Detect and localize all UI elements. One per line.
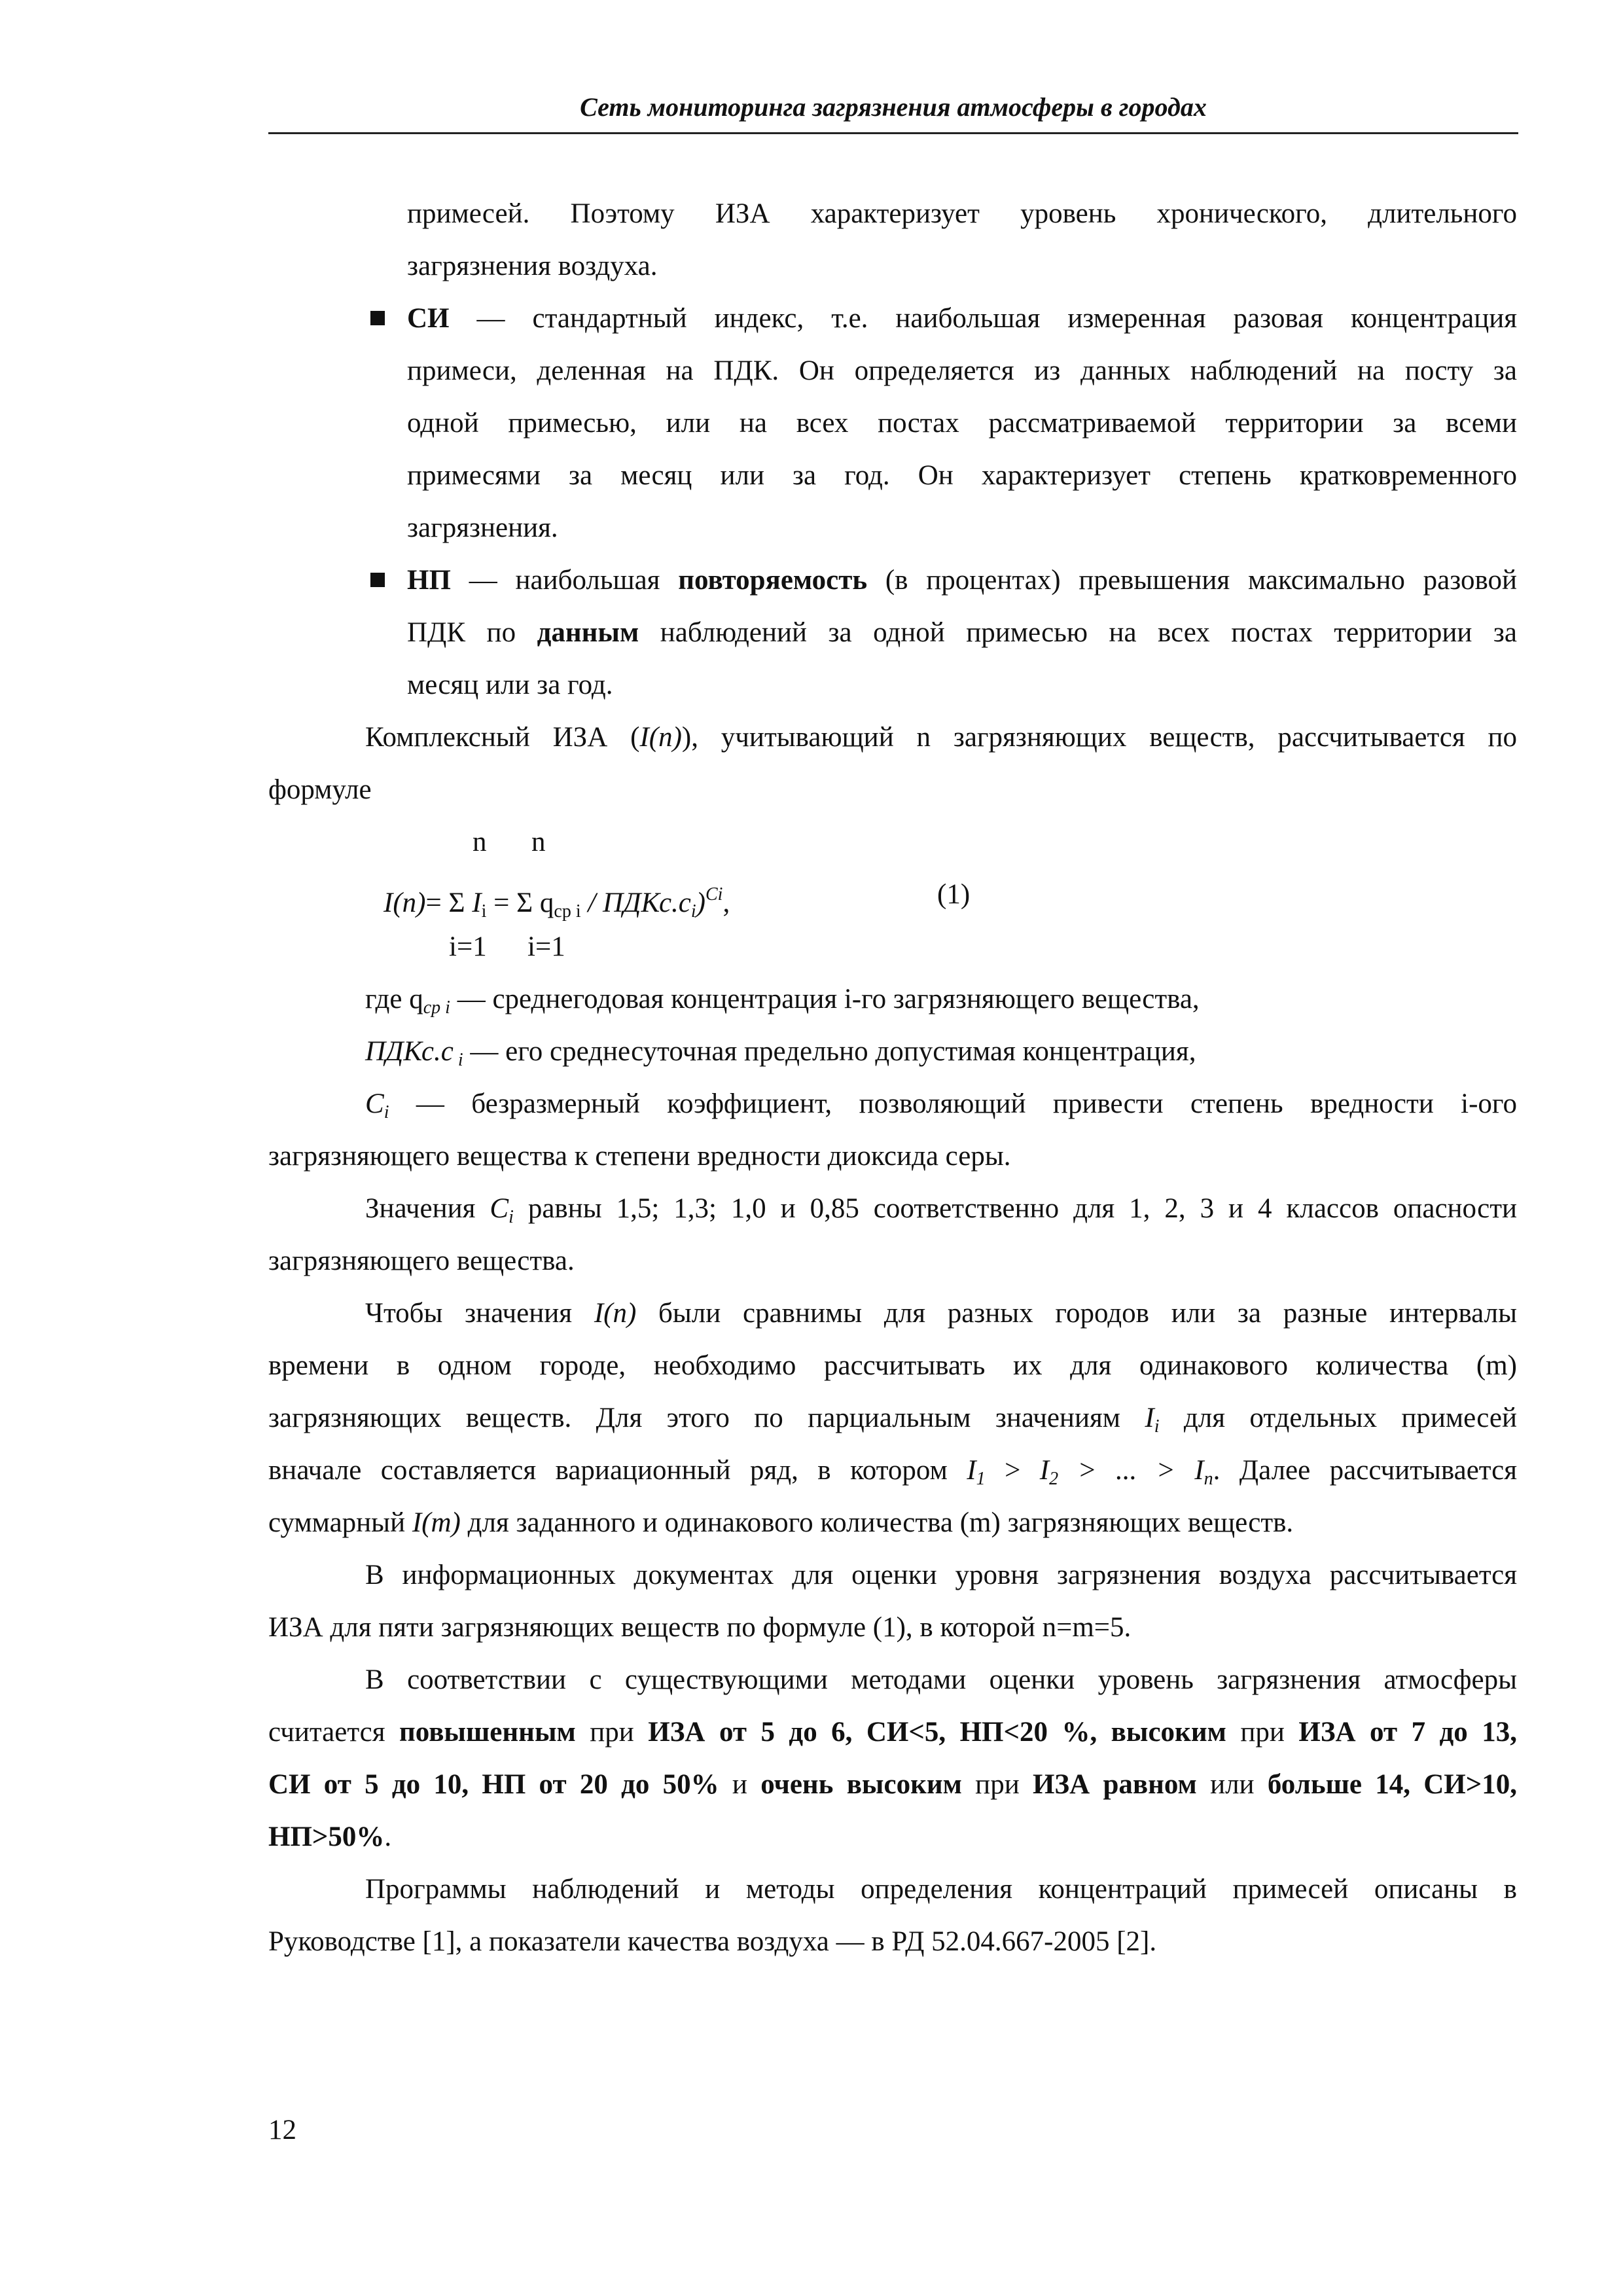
def-pdk-a: ПДКс.с — [365, 1036, 454, 1067]
formula-pdk: / ПДКс.с — [580, 888, 691, 918]
compare-5b: I(m) — [412, 1507, 461, 1538]
compare-1b: I(n) — [594, 1298, 637, 1329]
levels-4b: . — [384, 1821, 392, 1852]
np-text-c: (в процентах) превышения максимально разовой — [867, 565, 1517, 596]
levels-3e: ИЗА равном — [1032, 1769, 1197, 1800]
compare-4b-sub: 1 — [976, 1469, 986, 1489]
page-number: 12 — [268, 2115, 296, 2145]
levels-line-2 — [268, 1706, 1517, 1759]
levels-3g: больше 14, СИ>10, — [1267, 1769, 1517, 1800]
compare-3a: загрязняющих веществ. Для этого по парциальным значениям — [268, 1403, 1145, 1433]
si-line-5: загрязнения. — [407, 512, 558, 543]
levels-2e: при — [1226, 1717, 1299, 1748]
compare-3c: для отдельных примесей — [1159, 1403, 1517, 1433]
levels-line-3 — [268, 1759, 1517, 1811]
def-c-b: — безразмерный коэффициент, позволяющий привести степень вредности i-ого — [389, 1088, 1517, 1119]
levels-3c: очень высоким — [760, 1769, 962, 1800]
compare-3-sub: i — [1154, 1416, 1160, 1437]
def-c-a: C — [365, 1088, 384, 1119]
np-line-3: месяц или за год. — [407, 670, 613, 700]
formula-i-sub: i — [481, 901, 487, 922]
compare-4d: I — [1039, 1455, 1050, 1486]
compare-4c: > — [985, 1455, 1040, 1486]
formula-close: ) — [696, 888, 705, 918]
values-c: C — [490, 1193, 509, 1224]
def-q-sub: ср i — [423, 997, 450, 1018]
compare-5c: для заданного и одинакового количества (m) загрязняющих веществ. — [460, 1507, 1294, 1538]
iza-line-1: примесей. Поэтому ИЗА характеризует уровень хронического, длительного — [407, 198, 1517, 229]
compare-4d-sub: 2 — [1049, 1469, 1059, 1489]
compare-1c: были сравнимы для разных городов или за разные интервалы — [636, 1298, 1517, 1329]
formula-sigma-2: = Σ q — [486, 888, 554, 918]
np-line-1 — [407, 554, 1517, 607]
complex-line-1 — [365, 711, 1517, 764]
levels-2b: повышенным — [399, 1717, 576, 1748]
compare-1a: Чтобы значения — [365, 1298, 594, 1329]
compare-4f-sub: n — [1204, 1469, 1213, 1489]
formula-upper-n1: n — [473, 827, 487, 857]
complex-In: I(n) — [639, 722, 682, 753]
formula-power: Ci — [705, 884, 723, 905]
np-term: НП — [407, 565, 451, 596]
programs-line-2: Руководстве [1], а показатели качества воздуха — в РД 52.04.667-2005 [2]. — [268, 1926, 1157, 1957]
si-line-1 — [407, 293, 1517, 345]
bullet-np — [370, 573, 385, 587]
values-line-2: загрязняющего вещества. — [268, 1246, 575, 1276]
compare-4b: I — [967, 1455, 976, 1486]
values-c-sub: i — [508, 1207, 514, 1227]
programs-line-1: Программы наблюдений и методы определения концентраций примесей описаны в — [365, 1874, 1517, 1905]
formula-q-sub: ср i — [554, 901, 581, 922]
levels-4a: НП>50% — [268, 1821, 385, 1852]
formula-comma: , — [722, 888, 730, 918]
info-line-1: В информационных документах для оценки уровня загрязнения воздуха рассчитывается — [365, 1560, 1517, 1590]
def-c-sub: i — [383, 1102, 389, 1122]
compare-line-2: времени в одном городе, необходимо рассчитывать их для одинакового количества (m) — [268, 1350, 1517, 1381]
np-bold-data: данным — [537, 617, 639, 648]
levels-3a: СИ от 5 до 10, НП от 20 до 50% — [268, 1769, 719, 1800]
def-q-b: — среднегодовая концентрация i-го загрязняющего вещества, — [450, 984, 1200, 1014]
np-text-a: — наибольшая — [450, 565, 679, 596]
complex-c: ), учитывающий n загрязняющих веществ, рассчитывается по — [681, 722, 1517, 753]
bullet-si — [370, 311, 385, 325]
info-line-2: ИЗА для пяти загрязняющих веществ по формуле (1), в которой n=m=5. — [268, 1612, 1132, 1643]
levels-2a: считается — [268, 1717, 399, 1748]
values-a: Значения — [365, 1193, 490, 1224]
values-b: равны 1,5; 1,3; 1,0 и 0,85 соответственно для 1, 2, 3 и 4 классов опасности — [513, 1193, 1518, 1224]
compare-4f: I — [1194, 1455, 1204, 1486]
formula-lower-1: i=1 — [449, 931, 487, 962]
np-bold-repeat: повторяемость — [678, 565, 868, 596]
si-line-2: примеси, деленная на ПДК. Он определяется из данных наблюдений на посту за — [407, 355, 1517, 386]
si-term: СИ — [407, 303, 450, 334]
levels-3b: и — [719, 1769, 761, 1800]
compare-4g: . Далее рассчитывается — [1213, 1455, 1517, 1486]
levels-3d: при — [961, 1769, 1033, 1800]
iza-line-2: загрязнения воздуха. — [407, 251, 658, 281]
compare-4a: вначале составляется вариационный ряд, в котором — [268, 1455, 967, 1486]
compare-4e: > ... > — [1058, 1455, 1195, 1486]
si-line-4: примесями за месяц или за год. Он характеризует степень кратковременного — [407, 460, 1517, 491]
formula-upper-n2: n — [531, 827, 546, 857]
si-line-3: одной примесью, или на всех постах рассматриваемой территории за всеми — [407, 408, 1517, 439]
formula-number: (1) — [937, 879, 971, 910]
np-line-2-c: наблюдений за одной примесью на всех постах территории за — [639, 617, 1517, 648]
compare-line-1 — [365, 1287, 1517, 1340]
complex-line-2: формуле — [268, 774, 372, 805]
levels-2d: ИЗА от 5 до 6, СИ<5, НП<20 %, высоким — [648, 1717, 1226, 1748]
levels-2c: при — [575, 1717, 649, 1748]
levels-2f: ИЗА от 7 до 13, — [1298, 1717, 1518, 1748]
levels-line-4 — [268, 1811, 391, 1863]
complex-a: Комплексный ИЗА ( — [365, 722, 640, 753]
def-pdk-sub: i — [453, 1050, 463, 1070]
compare-5a: суммарный — [268, 1507, 412, 1538]
running-header: Сеть мониторинга загрязнения атмосферы в городах — [580, 92, 1207, 122]
levels-line-1: В соответствии с существующими методами оценки уровень загрязнения атмосферы — [365, 1664, 1517, 1695]
formula-lower-2: i=1 — [527, 931, 565, 962]
np-line-2-a: ПДК по — [407, 617, 537, 648]
header-rule — [268, 132, 1518, 134]
formula-ci-sub: i — [690, 901, 696, 922]
def-c-line-2: загрязняющего вещества к степени вредности диоксида серы. — [268, 1141, 1011, 1172]
si-line-1-text: — стандартный индекс, т.е. наибольшая измеренная разовая концентрация — [449, 303, 1517, 334]
compare-line-5 — [268, 1497, 1293, 1549]
np-line-2 — [407, 607, 1517, 659]
formula-sigma-1: = Σ — [425, 888, 473, 918]
def-q-a: где q — [365, 984, 423, 1014]
compare-3b: I — [1145, 1403, 1154, 1433]
formula-lhs: I(n) — [383, 888, 426, 918]
formula-I: I — [472, 888, 482, 918]
levels-3f: или — [1196, 1769, 1268, 1800]
def-pdk-b: — его среднесуточная предельно допустимая концентрация, — [463, 1036, 1196, 1067]
